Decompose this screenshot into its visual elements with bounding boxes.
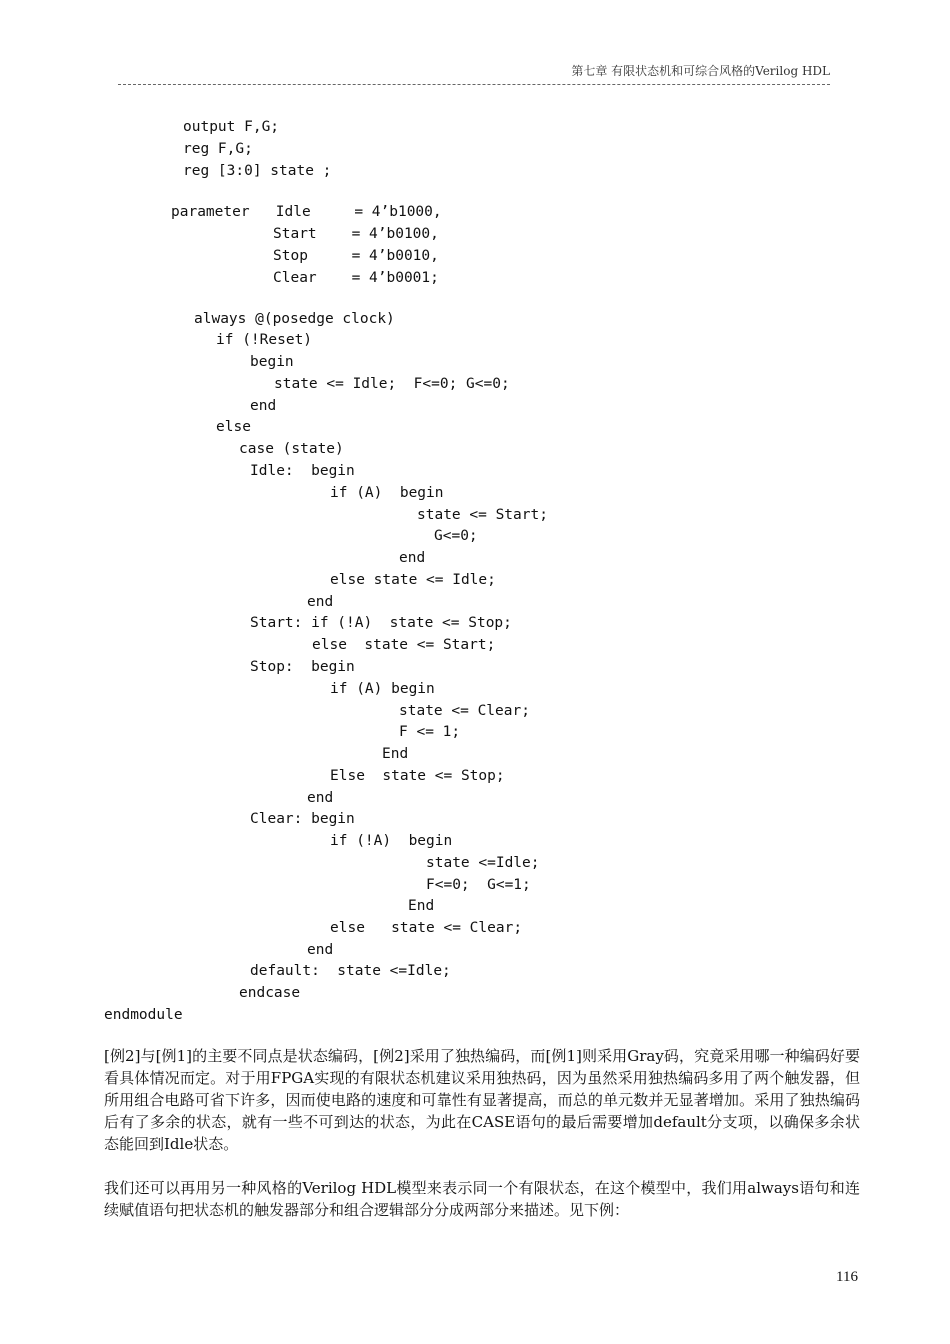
code-line: output F,G;: [183, 119, 280, 135]
code-line: Start: if (!A) state <= Stop;: [250, 615, 512, 631]
code-line: if (A) begin: [330, 681, 435, 697]
code-line: Clear: begin: [250, 811, 355, 827]
code-line: parameter Idle = 4’b1000,: [171, 204, 442, 220]
code-line: case (state): [239, 441, 344, 457]
code-line: if (!Reset): [216, 332, 313, 348]
body-paragraph: 我们还可以再用另一种风格的Verilog HDL模型来表示同一个有限状态，在这个模型中，我们用always语句和连续赋值语句把状态机的触发器部分和组合逻辑部分分成两部分来描述。见下例：: [104, 1179, 860, 1219]
code-line: reg F,G;: [183, 141, 253, 157]
body-paragraph: [例2]与[例1]的主要不同点是状态编码，[例2]采用了独热编码，而[例1]则采用Gray码，究竟采用哪一种编码好要看具体情况而定。对于用FPGA实现的有限状态机建议采用独热码，因为虽然采用独热编码多用了两个触发器，但所用组合电路可省下许多，因而使电路的速度和可靠性有显著提高，而总的单元数并无显著增加。采用了独热编码后有了多余的状态，就有一些不可到达的状态，为此在CASE语句的最后需要增加default分支项，以确保多余状态能回到Idle状态。: [104, 1047, 860, 1153]
code-line: state <=Idle;: [426, 855, 540, 871]
code-line: Clear = 4’b0001;: [273, 270, 439, 286]
code-line: if (!A) begin: [330, 833, 453, 849]
page-number: 116: [836, 1269, 858, 1285]
code-line: end: [307, 790, 334, 806]
code-line: always @(posedge clock): [194, 311, 395, 327]
code-line: end: [399, 550, 426, 566]
code-line: else state <= Clear;: [330, 920, 523, 936]
code-line: state <= Idle; F<=0; G<=0;: [274, 376, 510, 392]
code-line: End: [408, 898, 435, 914]
code-line: Idle: begin: [250, 463, 355, 479]
header-divider: [118, 84, 830, 85]
code-line: end: [307, 942, 334, 958]
code-line: F <= 1;: [399, 724, 461, 740]
code-line: state <= Start;: [417, 507, 548, 523]
code-line: else: [216, 419, 251, 435]
code-line: Start = 4’b0100,: [273, 226, 439, 242]
running-header: 第七章 有限状态机和可综合风格的Verilog HDL: [571, 64, 830, 78]
code-line: end: [250, 398, 277, 414]
code-line: if (A) begin: [330, 485, 444, 501]
code-line: Else state <= Stop;: [330, 768, 505, 784]
code-line: endcase: [239, 985, 301, 1001]
code-line: else state <= Idle;: [330, 572, 496, 588]
code-line: G<=0;: [434, 528, 478, 544]
code-line: F<=0; G<=1;: [426, 877, 531, 893]
code-line: Stop: begin: [250, 659, 355, 675]
code-line: Stop = 4’b0010,: [273, 248, 439, 264]
code-line: default: state <=Idle;: [250, 963, 451, 979]
code-line: state <= Clear;: [399, 703, 530, 719]
code-line: reg [3:0] state ;: [183, 163, 332, 179]
code-line: End: [382, 746, 409, 762]
code-line: end: [307, 594, 334, 610]
code-line: else state <= Start;: [312, 637, 496, 653]
code-line: begin: [250, 354, 294, 370]
code-line: endmodule: [104, 1007, 183, 1023]
